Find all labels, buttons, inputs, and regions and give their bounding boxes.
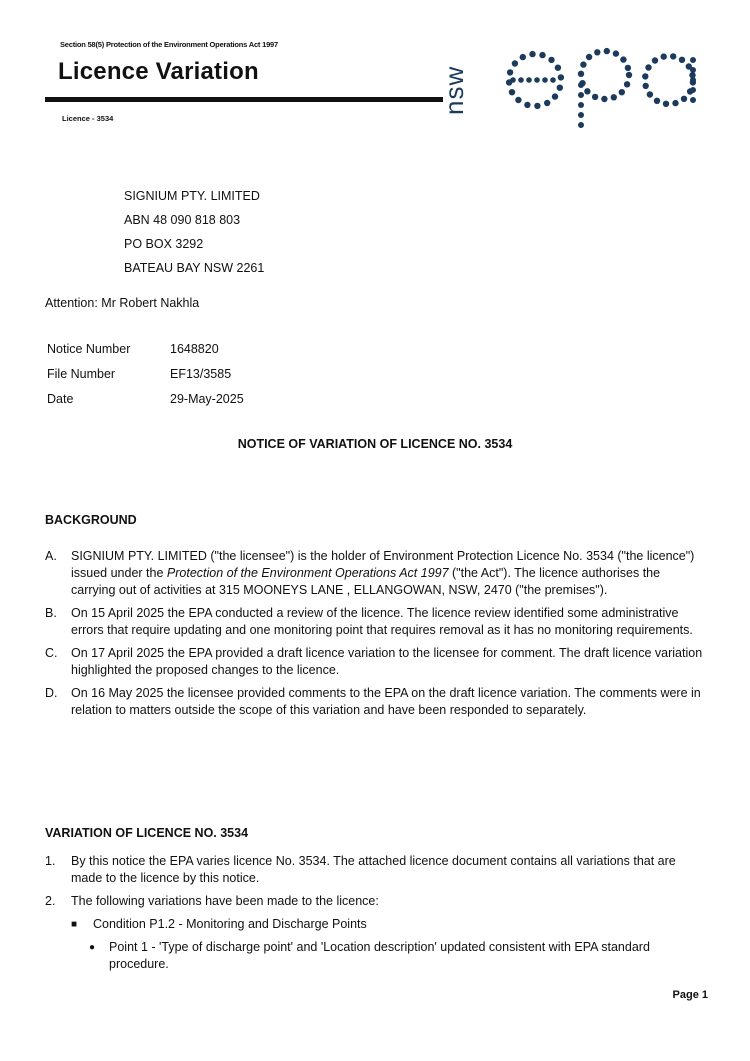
logo-dot	[510, 77, 516, 83]
address-line: SIGNIUM PTY. LIMITED	[124, 189, 260, 203]
logo-dot	[539, 52, 545, 58]
item-marker: D.	[45, 686, 58, 700]
logo-dot	[690, 97, 696, 103]
logo-dot	[670, 53, 676, 59]
list-item	[45, 893, 705, 910]
section-reference: Section 58(5) Protection of the Environment Operations Act 1997	[60, 40, 279, 49]
logo-dot	[690, 77, 696, 83]
item-text: On 16 May 2025 the licensee provided comments to the EPA on the draft licence variation. The comments were in relation to matters outside the scope of this variation and have been responded to separately.	[71, 686, 701, 717]
item-marker: A.	[45, 549, 57, 563]
logo-dot	[620, 56, 626, 62]
notice-title: NOTICE OF VARIATION OF LICENCE NO. 3534	[237, 437, 513, 451]
list-item	[45, 548, 705, 599]
sub-bullet-item	[89, 939, 705, 973]
nsw-epa-logo	[439, 30, 710, 130]
logo-dot	[558, 74, 564, 80]
logo-dot	[557, 85, 563, 91]
notice-meta	[47, 342, 244, 417]
list-item	[45, 685, 705, 719]
logo-dot	[584, 88, 590, 94]
meta-value: 29-May-2025	[170, 392, 244, 406]
bullet-text: Condition P1.2 - Monitoring and Discharge Points	[93, 917, 367, 931]
item-marker: B.	[45, 606, 57, 620]
background-list	[45, 548, 705, 725]
logo-dot	[690, 87, 696, 93]
logo-dot	[645, 64, 651, 70]
item-marker: C.	[45, 646, 58, 660]
background-heading: BACKGROUND	[45, 513, 137, 527]
logo-dot	[672, 100, 678, 106]
logo-dot	[578, 82, 584, 88]
logo-dot	[578, 92, 584, 98]
logo-dot	[663, 101, 669, 107]
logo-dot	[601, 96, 607, 102]
licence-label: Licence - 3534	[62, 114, 114, 123]
logo-dot	[619, 89, 625, 95]
logo-dot	[625, 65, 631, 71]
logo-dot	[542, 77, 548, 83]
meta-label: Date	[47, 392, 74, 406]
meta-row	[47, 392, 244, 417]
logo-dot	[507, 69, 513, 75]
logo-dot	[690, 67, 696, 73]
address-line: BATEAU BAY NSW 2261	[124, 261, 265, 275]
address-line: PO BOX 3292	[124, 237, 204, 251]
item-marker: 2.	[45, 894, 56, 908]
logo-dot	[544, 100, 550, 106]
meta-value: 1648820	[170, 342, 219, 356]
attention-line: Attention: Mr Robert Nakhla	[45, 296, 200, 310]
logo-dot	[642, 73, 648, 79]
logo-dot	[555, 65, 561, 71]
sub-bullet-text: Point 1 - 'Type of discharge point' and 'Location description' updated consistent with EPA standard procedure.	[109, 940, 650, 971]
logo-dot	[611, 94, 617, 100]
list-item	[45, 605, 705, 639]
variation-heading: VARIATION OF LICENCE NO. 3534	[45, 826, 249, 840]
item-text: On 17 April 2025 the EPA provided a draft licence variation to the licensee for comment. The draft licence variation highlighted the proposed changes to the licence.	[71, 646, 703, 677]
logo-dot	[594, 49, 600, 55]
meta-label: File Number	[47, 367, 116, 381]
logo-dot	[518, 77, 524, 83]
logo-dot	[681, 96, 687, 102]
logo-dot	[578, 102, 584, 108]
page-number: Page 1	[672, 989, 708, 1001]
logo-dot	[552, 93, 558, 99]
title-rule	[45, 97, 443, 102]
logo-dot	[515, 97, 521, 103]
logo-dot	[534, 103, 540, 109]
logo-dot	[534, 77, 540, 83]
logo-dot	[652, 57, 658, 63]
logo-dot	[550, 77, 556, 83]
logo-dot	[578, 112, 584, 118]
logo-dot	[592, 94, 598, 100]
item-text: The following variations have been made to the licence:	[71, 894, 379, 908]
meta-row	[47, 367, 244, 392]
logo-dot	[509, 89, 515, 95]
logo-dot	[647, 91, 653, 97]
item-text: On 15 April 2025 the EPA conducted a review of the licence. The licence review identified some administrative errors that require updating and one monitoring point that requires removal as it has no monitoring requirements.	[71, 606, 693, 637]
address-block	[124, 184, 264, 280]
bullet-icon: ■	[71, 919, 78, 930]
logo-dot	[578, 122, 584, 128]
logo-dot	[520, 54, 526, 60]
meta-label: Notice Number	[47, 342, 131, 356]
logo-dot	[512, 60, 518, 66]
bullet-item	[71, 916, 705, 933]
bullet-icon: ●	[89, 942, 96, 953]
svg-text:nsw: nsw	[439, 65, 469, 115]
logo-dot	[654, 98, 660, 104]
logo-dot	[626, 72, 632, 78]
item-text: SIGNIUM PTY. LIMITED ("the licensee") is the holder of Environment Protection Licence No. 3534 ("the licence") issued under the Protection of the Environment Operations Act 1997 ("the Act"). The licence authorises the carrying out of activities at 315 MOONEYS LANE , ELLANGOWAN, NSW, 2470 ("the premises").	[71, 549, 695, 597]
variation-list	[45, 853, 705, 973]
address-line: ABN 48 090 818 803	[124, 213, 241, 227]
logo-dot	[524, 102, 530, 108]
logo-dot	[661, 53, 667, 59]
logo-dot	[529, 51, 535, 57]
logo-dot	[679, 57, 685, 63]
item-marker: 1.	[45, 854, 56, 868]
logo-dot	[690, 57, 696, 63]
logo-dot	[613, 50, 619, 56]
logo-dot	[578, 71, 584, 77]
logo-dot	[548, 57, 554, 63]
item-text: By this notice the EPA varies licence No. 3534. The attached licence document contains all variations that are made to the licence by this notice.	[71, 854, 676, 885]
list-item	[45, 853, 705, 887]
meta-value: EF13/3585	[170, 367, 232, 381]
logo-dot	[643, 83, 649, 89]
logo-dot	[604, 48, 610, 54]
logo-dot	[526, 77, 532, 83]
page-title: Licence Variation	[58, 58, 259, 85]
meta-row	[47, 342, 244, 367]
logo-dot	[624, 81, 630, 87]
logo-dot	[580, 61, 586, 67]
logo-dot	[586, 54, 592, 60]
list-item	[45, 645, 705, 679]
